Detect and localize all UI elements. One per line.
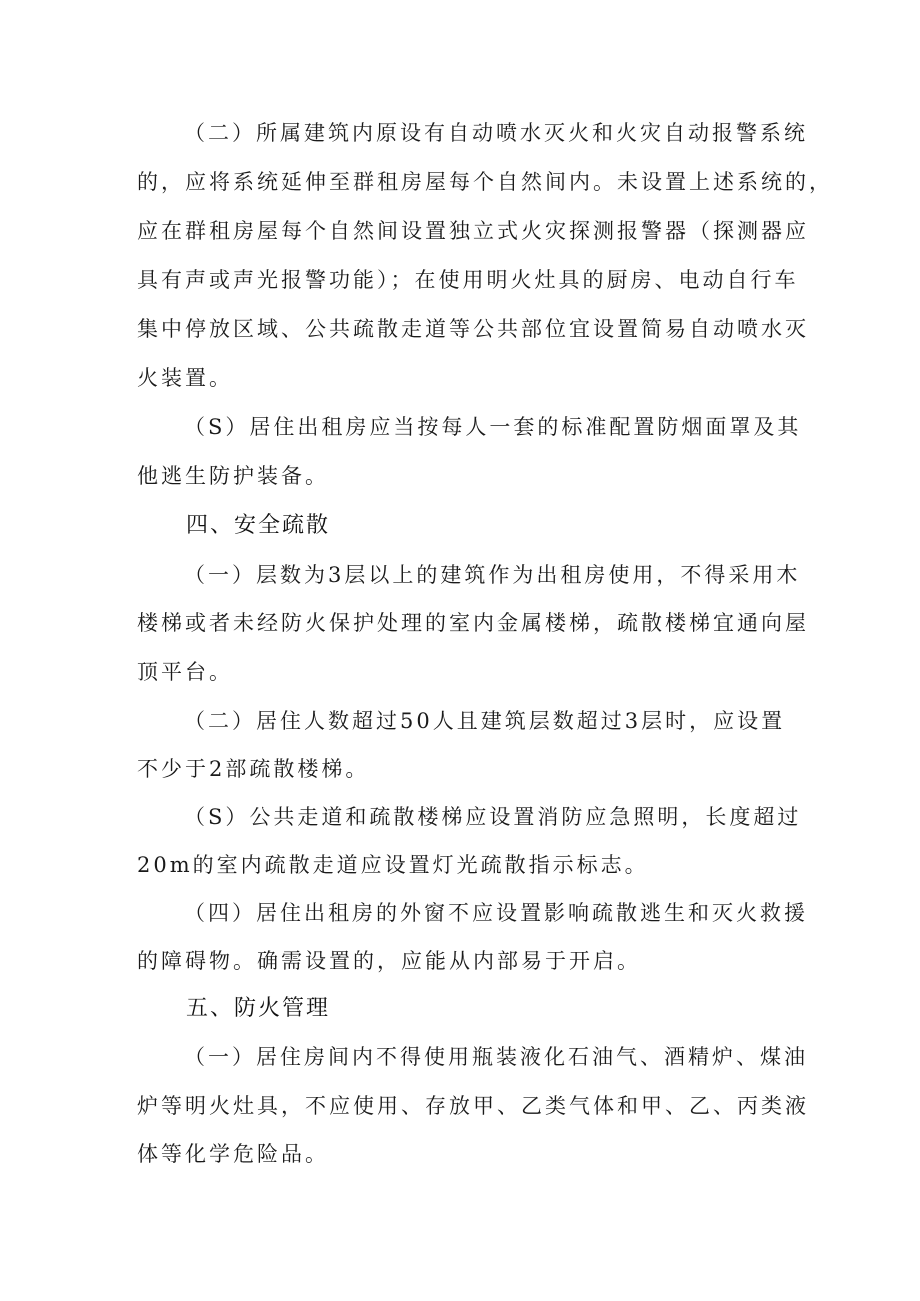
paragraph-line: 不少于2部疏散楼梯。: [137, 757, 370, 781]
paragraph-line: （四）居住出租房的外窗不应设置影响疏散逃生和灭火救援: [184, 901, 808, 925]
paragraph-line: 集中停放区域、公共疏散走道等公共部位宜设置简易自动喷水灭: [137, 317, 809, 341]
paragraph-line: （一）居住房间内不得使用瓶装液化石油气、酒精炉、煤油: [184, 1045, 808, 1069]
paragraph-line: 体等化学危险品。: [137, 1142, 329, 1166]
paragraph-line: 炉等明火灶具，不应使用、存放甲、乙类气体和甲、乙、丙类液: [137, 1094, 809, 1118]
paragraph-line: （二）居住人数超过50人且建筑层数超过3层时，应设置: [184, 709, 786, 733]
paragraph-line: （S）居住出租房应当按每人一套的标准配置防烟面罩及其: [184, 415, 802, 439]
paragraph-line: 的障碍物。确需设置的，应能从内部易于开启。: [137, 949, 641, 973]
paragraph-line: 应在群租房屋每个自然间设置独立式火灾探测报警器（探测器应: [137, 219, 809, 243]
section-heading: 四、安全疏散: [186, 513, 331, 538]
paragraph-line: （S）公共走道和疏散楼梯应设置消防应急照明，长度超过: [184, 805, 802, 829]
paragraph-line: （二）所属建筑内原设有自动喷水灭火和火灾自动报警系统: [184, 121, 808, 145]
paragraph-line: 20m的室内疏散走道应设置灯光疏散指示标志。: [137, 853, 649, 877]
paragraph-line: 具有声或声光报警功能）；在使用明火灶具的厨房、电动自行车: [137, 268, 799, 292]
paragraph-line: 火装置。: [137, 366, 233, 390]
paragraph-line: （一）层数为3层以上的建筑作为出租房使用，不得采用木: [184, 563, 801, 587]
paragraph-line: 他逃生防护装备。: [137, 464, 329, 488]
paragraph-line: 楼梯或者未经防火保护处理的室内金属楼梯，疏散楼梯宜通向屋: [137, 611, 809, 635]
paragraph-line: 顶平台。: [137, 660, 233, 684]
section-heading: 五、防火管理: [186, 996, 331, 1021]
paragraph-line: 的，应将系统延伸至群租房屋每个自然间内。未设置上述系统的，: [137, 170, 833, 194]
